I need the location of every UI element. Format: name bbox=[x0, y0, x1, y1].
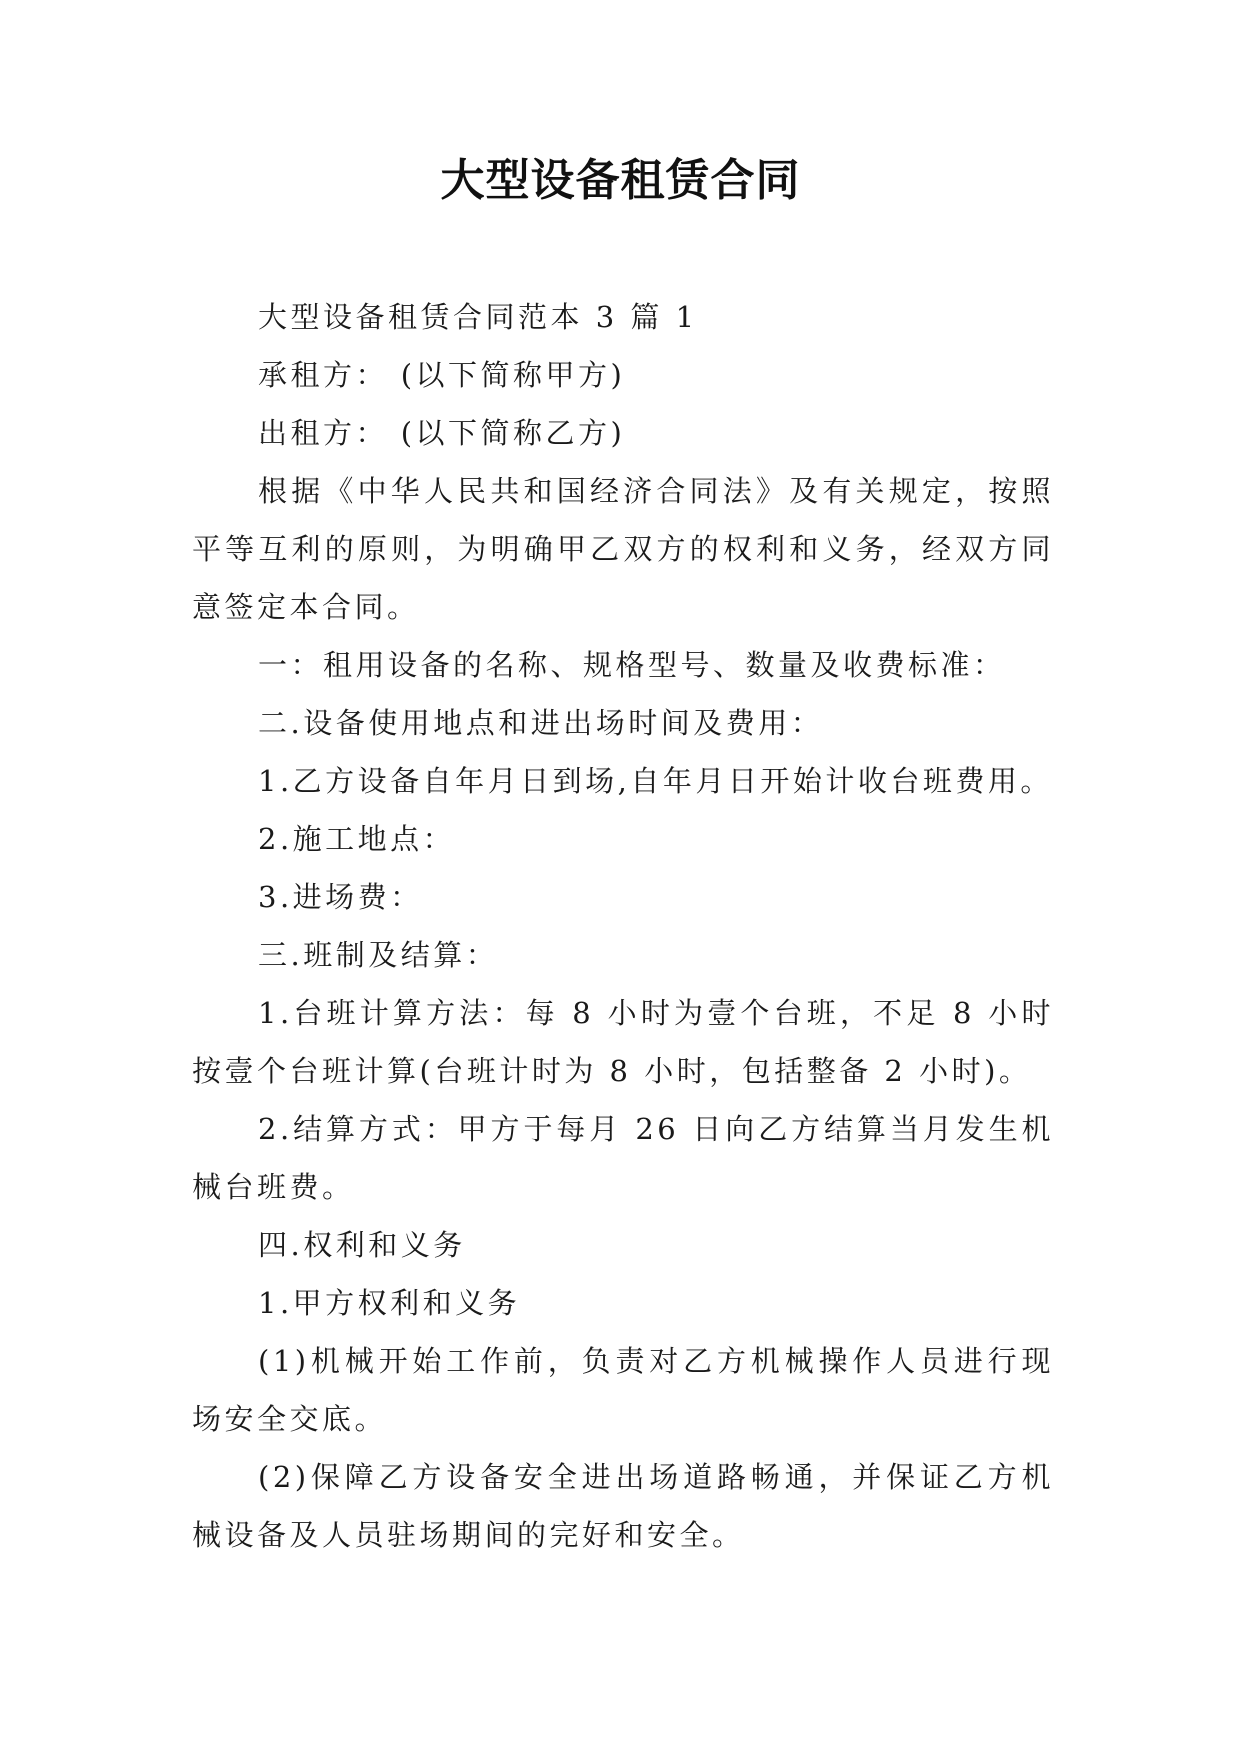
paragraph-lessee: 承租方： (以下简称甲方) bbox=[258, 358, 626, 392]
document-title: 大型设备租赁合同 bbox=[440, 155, 801, 206]
paragraph-preamble: 根据《中华人民共和国经济合同法》及有关规定，按照平等互利的原则，为明确甲乙双方的权利和义务，经双方同意签定本合同。 bbox=[192, 474, 1054, 624]
paragraph-section-3: 三.班制及结算： bbox=[258, 938, 499, 972]
paragraph-section-4: 四.权利和义务 bbox=[258, 1228, 466, 1262]
paragraph-section-3-item-1: 1.台班计算方法：每 8 小时为壹个台班，不足 8 小时按壹个台班计算(台班计时为 8 小时，包括整备 2 小时)。 bbox=[192, 996, 1054, 1088]
paragraph-section-4-clause-1: (1)机械开始工作前，负责对乙方机械操作人员进行现场安全交底。 bbox=[192, 1344, 1054, 1436]
paragraph-section-4-clause-2: (2)保障乙方设备安全进出场道路畅通，并保证乙方机械设备及人员驻场期间的完好和安全。 bbox=[192, 1460, 1054, 1552]
paragraph-section-3-item-2: 2.结算方式：甲方于每月 26 日向乙方结算当月发生机械台班费。 bbox=[192, 1112, 1054, 1204]
paragraph-section-2-item-3: 3.进场费： bbox=[258, 880, 423, 914]
paragraph-section-2-item-2: 2.施工地点： bbox=[258, 822, 456, 856]
paragraph-section-1: 一：租用设备的名称、规格型号、数量及收费标准： bbox=[258, 648, 1006, 682]
paragraph-section-4-item-1: 1.甲方权利和义务 bbox=[258, 1286, 521, 1320]
paragraph-section-2: 二.设备使用地点和进出场时间及费用： bbox=[258, 706, 824, 740]
paragraph-section-2-item-1: 1.乙方设备自年月日到场,自年月日开始计收台班费用。 bbox=[258, 764, 1053, 798]
paragraph-heading-sample: 大型设备租赁合同范本 3 篇 1 bbox=[258, 300, 698, 334]
document-body bbox=[192, 288, 1054, 1564]
paragraph-lessor: 出租方： (以下简称乙方) bbox=[258, 416, 626, 450]
